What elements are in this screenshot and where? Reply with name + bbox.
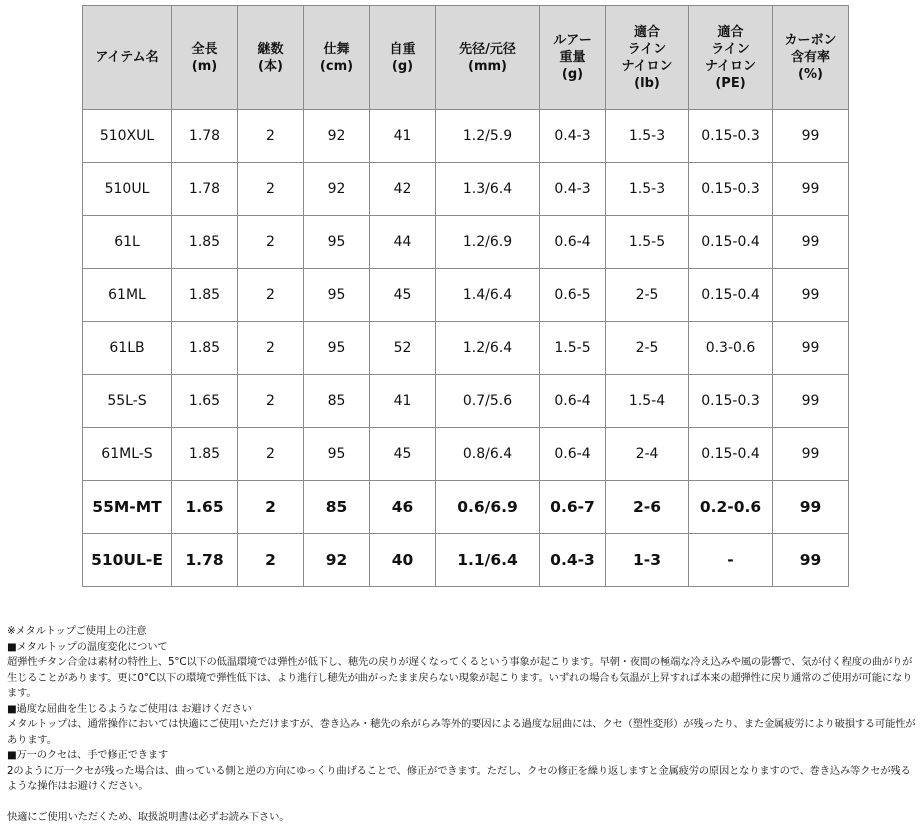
cell-pieces: 2: [238, 163, 304, 216]
cell-closed-length: 95: [304, 322, 370, 375]
cell-length: 1.78: [172, 534, 238, 587]
table-row: [83, 322, 849, 375]
cell-weight: 40: [370, 534, 436, 587]
cell-pieces: 2: [238, 375, 304, 428]
cell-line-pe: 0.2-0.6: [689, 481, 773, 534]
bending-text: メタルトップは、通常操作においては快適にご使用いただけますが、巻き込み・穂先の糸がらみ等外的要因による過度な屈曲には、クセ（塑性変形）が残ったり、また金属疲労により破損する可能性があります。: [7, 718, 916, 746]
cell-line-pe: 0.15-0.4: [689, 428, 773, 481]
cell-closed-length: 92: [304, 110, 370, 163]
cell-carbon-content: 99: [773, 428, 849, 481]
cell-line-nylon: 1.5-3: [606, 163, 689, 216]
cell-pieces: 2: [238, 534, 304, 587]
cell-carbon-content: 99: [773, 216, 849, 269]
cell-lure-weight: 0.4-3: [540, 163, 606, 216]
spec-table: [82, 5, 849, 587]
cell-line-nylon: 1.5-4: [606, 375, 689, 428]
header-item-name: アイテム名: [83, 6, 172, 110]
cell-weight: 45: [370, 269, 436, 322]
cell-item-name: 510XUL: [83, 110, 172, 163]
header-lure-weight: ルアー 重量 (g): [540, 6, 606, 110]
header-weight: 自重 (g): [370, 6, 436, 110]
header-pieces: 継数 (本): [238, 6, 304, 110]
cell-lure-weight: 1.5-5: [540, 322, 606, 375]
cell-item-name: 55M-MT: [83, 481, 172, 534]
cell-weight: 41: [370, 375, 436, 428]
cell-item-name: 510UL: [83, 163, 172, 216]
cell-carbon-content: 99: [773, 375, 849, 428]
cell-item-name: 55L-S: [83, 375, 172, 428]
header-row: [83, 6, 849, 110]
bending-heading: ■過度な屈曲を生じるようなご使用は お避けください: [7, 702, 252, 715]
cell-item-name: 61L: [83, 216, 172, 269]
cell-length: 1.85: [172, 322, 238, 375]
cell-carbon-content: 99: [773, 269, 849, 322]
cell-lure-weight: 0.4-3: [540, 534, 606, 587]
cell-line-nylon: 2-5: [606, 322, 689, 375]
cell-closed-length: 92: [304, 163, 370, 216]
table-row: [83, 110, 849, 163]
cell-tip-butt-diameter: 1.1/6.4: [436, 534, 540, 587]
repair-text: 2のように万一クセが残った場合は、曲っている側と逆の方向にゆっくり曲げることで、修正ができます。ただし、クセの修正を繰り返しますと金属疲労の原因となりますので、巻き込み等クセが残るような操作はお避けください。: [7, 764, 911, 792]
repair-heading: ■万一のクセは、手で修正できます: [7, 749, 168, 761]
cell-lure-weight: 0.6-4: [540, 428, 606, 481]
cell-line-pe: 0.15-0.3: [689, 375, 773, 428]
cell-line-nylon: 1.5-5: [606, 216, 689, 269]
spec-table-body: [83, 110, 849, 587]
cell-tip-butt-diameter: 1.2/6.4: [436, 322, 540, 375]
cell-tip-butt-diameter: 1.2/5.9: [436, 110, 540, 163]
cell-lure-weight: 0.4-3: [540, 110, 606, 163]
cell-carbon-content: 99: [773, 481, 849, 534]
cell-line-pe: -: [689, 534, 773, 587]
cell-line-pe: 0.15-0.3: [689, 110, 773, 163]
header-line-nylon: 適合 ライン ナイロン (lb): [606, 6, 689, 110]
cell-closed-length: 85: [304, 375, 370, 428]
cell-closed-length: 92: [304, 534, 370, 587]
cell-lure-weight: 0.6-7: [540, 481, 606, 534]
usage-notes: [7, 624, 917, 826]
cell-tip-butt-diameter: 1.3/6.4: [436, 163, 540, 216]
cell-lure-weight: 0.6-5: [540, 269, 606, 322]
temperature-text: 超弾性チタン合金は素材の特性上、5°C以下の低温環境では弾性が低下し、穂先の戻りが遅くなってくるという事象が起こります。早朝・夜間の極端な冷え込みや風の影響で、気が付く程度の曲がりが生じることがあります。更に0°C以下の環境で弾性低下は、より進行し穂先が曲がったまま戻らない現象が起こります。いずれの場合も気温が上昇すれば本来の超弾性に戻り通常のご使用が可能になります。: [7, 656, 913, 699]
table-row: [83, 534, 849, 587]
cell-closed-length: 95: [304, 216, 370, 269]
cell-line-nylon: 2-5: [606, 269, 689, 322]
header-carbon-content: カーボン 含有率 (%): [773, 6, 849, 110]
cell-item-name: 61ML: [83, 269, 172, 322]
cell-pieces: 2: [238, 481, 304, 534]
cell-item-name: 61ML-S: [83, 428, 172, 481]
header-closed-length: 仕舞 (cm): [304, 6, 370, 110]
table-row: [83, 163, 849, 216]
cell-lure-weight: 0.6-4: [540, 375, 606, 428]
header-tip-butt-diameter: 先径/元径 (mm): [436, 6, 540, 110]
cell-closed-length: 95: [304, 428, 370, 481]
table-row: [83, 428, 849, 481]
cell-line-nylon: 1.5-3: [606, 110, 689, 163]
cell-weight: 45: [370, 428, 436, 481]
header-line-pe: 適合 ライン ナイロン (PE): [689, 6, 773, 110]
cell-length: 1.65: [172, 481, 238, 534]
temperature-heading: ■メタルトップの温度変化について: [7, 640, 168, 653]
cell-carbon-content: 99: [773, 110, 849, 163]
cell-tip-butt-diameter: 1.2/6.9: [436, 216, 540, 269]
cell-line-pe: 0.15-0.3: [689, 163, 773, 216]
table-row: [83, 481, 849, 534]
cell-length: 1.85: [172, 269, 238, 322]
cell-length: 1.65: [172, 375, 238, 428]
cell-weight: 42: [370, 163, 436, 216]
cell-pieces: 2: [238, 216, 304, 269]
cell-carbon-content: 99: [773, 163, 849, 216]
table-row: [83, 375, 849, 428]
cell-line-pe: 0.15-0.4: [689, 216, 773, 269]
cell-pieces: 2: [238, 269, 304, 322]
cell-length: 1.78: [172, 110, 238, 163]
cell-pieces: 2: [238, 428, 304, 481]
table-row: [83, 216, 849, 269]
cell-weight: 44: [370, 216, 436, 269]
cell-length: 1.85: [172, 216, 238, 269]
cell-length: 1.85: [172, 428, 238, 481]
cell-closed-length: 85: [304, 481, 370, 534]
cell-weight: 46: [370, 481, 436, 534]
cell-closed-length: 95: [304, 269, 370, 322]
cell-tip-butt-diameter: 0.6/6.9: [436, 481, 540, 534]
caution-title: ※メタルトップご使用上の注意: [7, 625, 147, 637]
cell-line-pe: 0.3-0.6: [689, 322, 773, 375]
cell-line-pe: 0.15-0.4: [689, 269, 773, 322]
cell-tip-butt-diameter: 0.7/5.6: [436, 375, 540, 428]
cell-item-name: 510UL-E: [83, 534, 172, 587]
cell-lure-weight: 0.6-4: [540, 216, 606, 269]
cell-pieces: 2: [238, 110, 304, 163]
cell-tip-butt-diameter: 1.4/6.4: [436, 269, 540, 322]
manual-notice: 快適にご使用いただくため、取扱説明書は必ずお読み下さい。: [7, 811, 290, 823]
cell-tip-butt-diameter: 0.8/6.4: [436, 428, 540, 481]
cell-item-name: 61LB: [83, 322, 172, 375]
cell-line-nylon: 2-4: [606, 428, 689, 481]
header-length: 全長 (m): [172, 6, 238, 110]
cell-pieces: 2: [238, 322, 304, 375]
cell-line-nylon: 2-6: [606, 481, 689, 534]
cell-carbon-content: 99: [773, 534, 849, 587]
cell-weight: 41: [370, 110, 436, 163]
table-row: [83, 269, 849, 322]
cell-line-nylon: 1-3: [606, 534, 689, 587]
cell-weight: 52: [370, 322, 436, 375]
cell-length: 1.78: [172, 163, 238, 216]
cell-carbon-content: 99: [773, 322, 849, 375]
